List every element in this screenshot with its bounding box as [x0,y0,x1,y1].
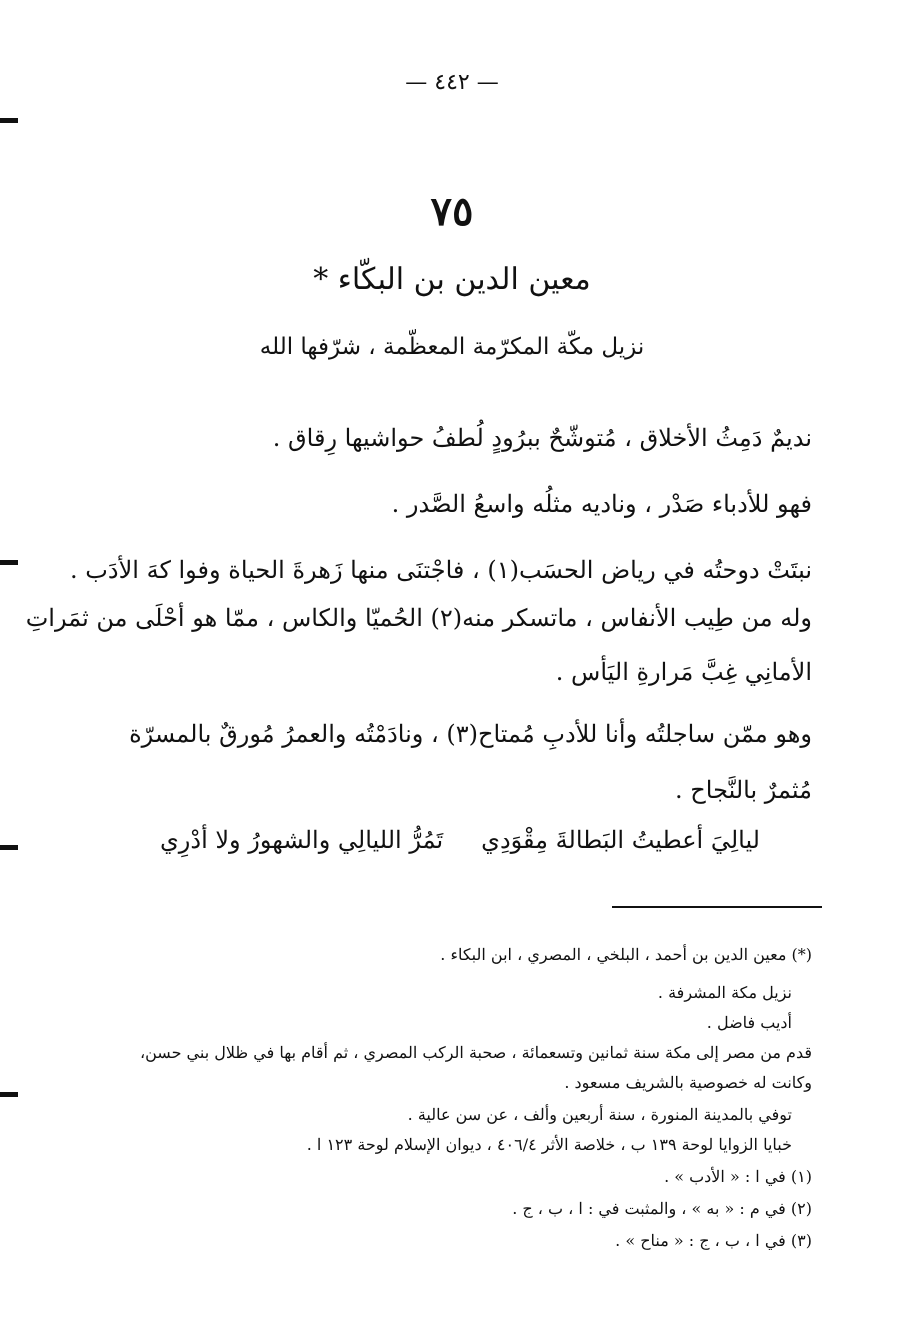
body-line: الأمانِي غِبَّ مَرارةِ اليَأس . [555,658,812,686]
footnote-separator [612,906,822,908]
left-edge-mark [0,560,18,565]
footnote-line: نزيل مكة المشرفة . [657,983,792,1002]
footnote-line: (*) معين الدين بن أحمد ، البلخي ، المصري ، ابن البكاء . [440,945,812,964]
footnote-line: توفي بالمدينة المنورة ، سنة أربعين وألف ، عن سن عالية . [407,1105,792,1124]
body-line: وله من طِيب الأنفاس ، ماتسكر منه(٢) الحُميّا والكاس ، ممّا هو أحْلَى من ثمَراتِ [25,604,812,632]
verse-first-hemistich: ليالِيَ أعطيتُ البَطالةَ مِقْوَدِي [481,826,760,854]
footnote-line: (٣) في ا ، ب ، ج : « مناح » . [615,1231,812,1250]
footnote-line: خبايا الزوايا لوحة ١٣٩ ب ، خلاصة الأثر ٤٠٦/٤ ، ديوان الإسلام لوحة ١٢٣ ا . [306,1135,792,1154]
entry-subtitle: نزيل مكّة المكرّمة المعظّمة ، شرّفها الله [259,334,645,360]
body-line: وهو ممّن ساجلتُه وأنا للأدبِ مُمتاح(٣) ، ونادَمْتُه والعمرُ مُورقٌ بالمسرّة [129,720,812,748]
entry-title: معين الدين بن البكّاء * [313,262,591,297]
body-line: نديمٌ دَمِثُ الأخلاق ، مُتوشّحٌ ببرُودٍ لُطفُ حواشيها رِقاق . [272,424,812,452]
verse-second-hemistich: تَمُرُّ الليالِي والشهورُ ولا أدْرِي [160,826,444,854]
left-edge-mark [0,1092,18,1097]
footnote-line: (٢) في م : « به » ، والمثبت في : ا ، ب ، ج . [512,1199,812,1218]
footnote-line: (١) في ا : « الأدب » . [664,1167,812,1186]
body-line: مُثمرٌ بالنَّجاح . [675,776,812,804]
entry-number: ٧٥ [430,188,474,235]
footnote-line: قدم من مصر إلى مكة سنة ثمانين وتسعمائة ، صحبة الركب المصري ، ثم أقام بها في ظلال بني حسن، [139,1043,812,1062]
left-edge-mark [0,118,18,123]
body-line: فهو للأدباء صَدْر ، وناديه مثلُه واسعُ الصَّدر . [391,490,812,518]
left-edge-mark [0,845,18,850]
footnote-line: وكانت له خصوصية بالشريف مسعود . [564,1073,812,1092]
body-line: نبتَتْ دوحتُه في رياض الحسَب(١) ، فاجْتنَى منها زَهرةَ الحياة وفوا كهَ الأدَب . [70,556,812,584]
footnote-line: أديب فاضل . [706,1013,792,1032]
page-number: — ٤٤٢ — [405,70,499,95]
